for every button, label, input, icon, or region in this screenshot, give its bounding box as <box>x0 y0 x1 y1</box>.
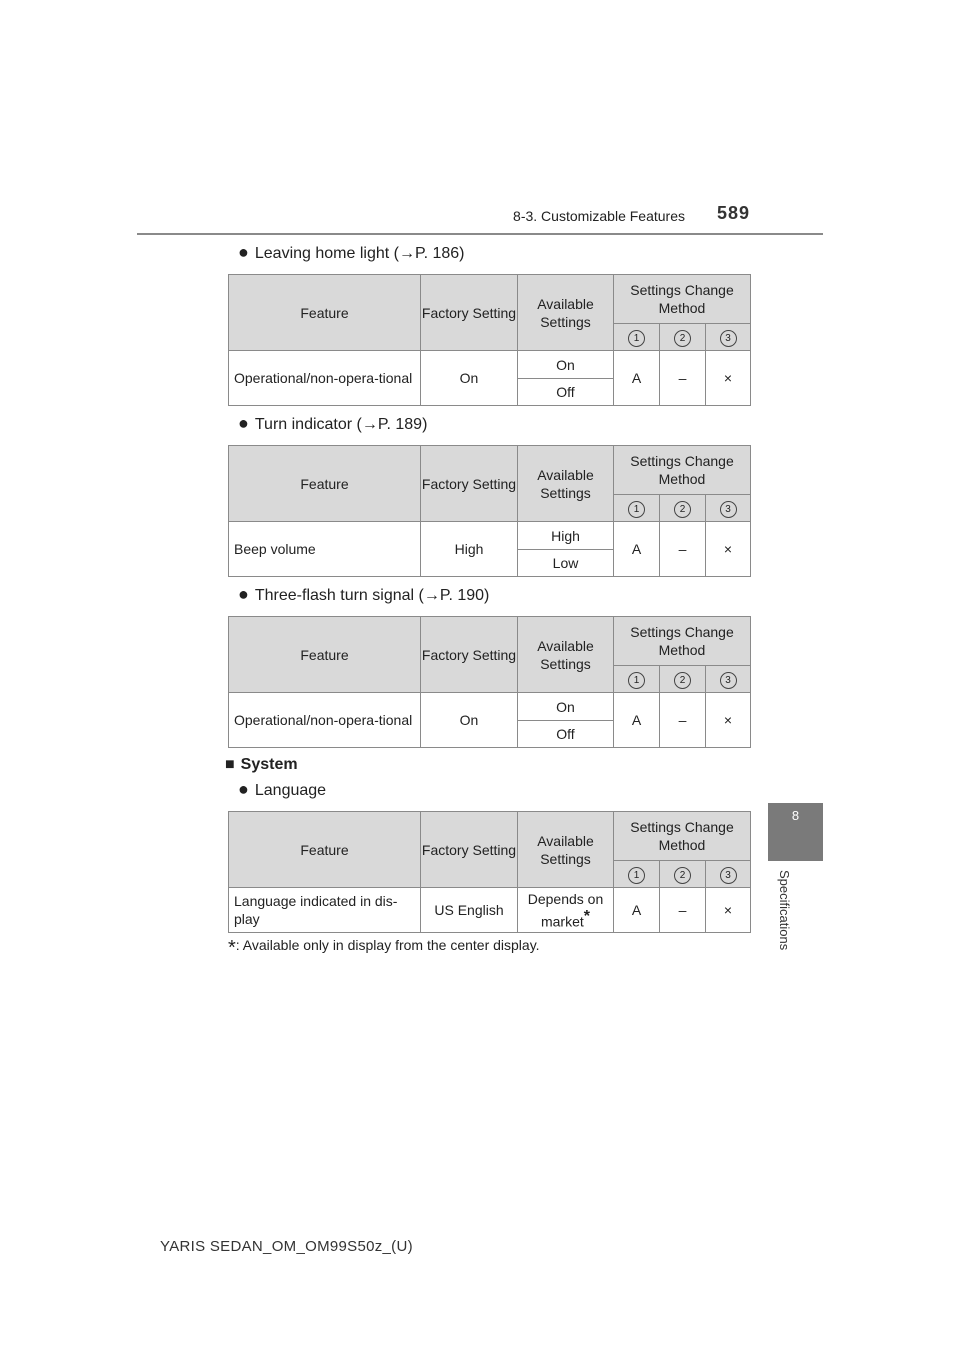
bullet-icon: ● <box>238 413 249 433</box>
method-2-cell: – <box>660 888 706 933</box>
chapter-tab <box>768 803 823 861</box>
method-3-icon: 3 <box>720 672 737 689</box>
method-1-icon: 1 <box>628 330 645 347</box>
three-flash-title: ● Three-flash turn signal (→P. 190) <box>238 584 490 604</box>
chapter-label: Specifications <box>777 870 792 951</box>
method-3-icon: 3 <box>720 501 737 518</box>
feature-cell: Beep volume <box>229 522 421 577</box>
method-3-icon: 3 <box>720 330 737 347</box>
method-1-cell: A <box>614 693 660 748</box>
method-3-cell: × <box>706 351 751 406</box>
col-change-method: Settings Change Method <box>614 275 751 324</box>
feature-cell: Operational/non-opera-tional <box>229 351 421 406</box>
col-change-method: Settings Change Method <box>614 812 751 861</box>
method-1-icon: 1 <box>628 867 645 884</box>
footer-code: YARIS SEDAN_OM_OM99S50z_(U) <box>160 1238 413 1255</box>
language-table <box>228 811 751 933</box>
option-cell: Depends on market* <box>518 888 614 933</box>
factory-cell: High <box>421 522 518 577</box>
method-1-icon: 1 <box>628 672 645 689</box>
chapter-number: 8 <box>791 808 800 823</box>
col-feature: Feature <box>229 812 421 888</box>
method-2-icon: 2 <box>674 330 691 347</box>
method-2-icon: 2 <box>674 672 691 689</box>
option-cell: Off <box>518 721 614 748</box>
col-feature: Feature <box>229 275 421 351</box>
footnote-marker: * <box>583 907 591 925</box>
option-cell: On <box>518 693 614 721</box>
method-2-cell: – <box>660 351 706 406</box>
method-2-icon: 2 <box>674 867 691 884</box>
leaving-home-table <box>228 274 751 406</box>
method-1-cell: A <box>614 351 660 406</box>
method-2-cell: – <box>660 522 706 577</box>
method-1-cell: A <box>614 888 660 933</box>
header-divider <box>137 233 823 235</box>
col-factory-setting: Factory Setting <box>421 275 518 351</box>
footnote: *: Available only in display from the center display. <box>228 937 540 959</box>
turn-indicator-title: ● Turn indicator (→P. 189) <box>238 413 428 433</box>
method-2-icon: 2 <box>674 501 691 518</box>
leaving-home-title: ● Leaving home light (→P. 186) <box>238 242 465 262</box>
section-title: 8-3. Customizable Features <box>513 208 685 224</box>
bullet-icon: ● <box>238 242 249 262</box>
col-change-method: Settings Change Method <box>614 617 751 666</box>
col-factory-setting: Factory Setting <box>421 812 518 888</box>
square-bullet-icon: ■ <box>225 756 235 773</box>
method-1-cell: A <box>614 522 660 577</box>
method-3-cell: × <box>706 522 751 577</box>
method-3-icon: 3 <box>720 867 737 884</box>
method-1-icon: 1 <box>628 501 645 518</box>
col-feature: Feature <box>229 446 421 522</box>
factory-cell: On <box>421 351 518 406</box>
three-flash-table <box>228 616 751 748</box>
method-3-cell: × <box>706 888 751 933</box>
bullet-icon: ● <box>238 584 249 604</box>
col-available-settings: Available Settings <box>518 617 614 693</box>
option-cell: High <box>518 522 614 550</box>
col-change-method: Settings Change Method <box>614 446 751 495</box>
feature-cell: Operational/non-opera-tional <box>229 693 421 748</box>
footnote-asterisk: * <box>228 937 236 959</box>
bullet-icon: ● <box>238 779 249 799</box>
option-cell: On <box>518 351 614 379</box>
option-cell: Low <box>518 550 614 577</box>
col-available-settings: Available Settings <box>518 812 614 888</box>
turn-indicator-table <box>228 445 751 577</box>
method-3-cell: × <box>706 693 751 748</box>
page-number: 589 <box>717 203 751 223</box>
factory-cell: On <box>421 693 518 748</box>
language-title: ● Language <box>238 779 327 799</box>
option-cell: Off <box>518 379 614 406</box>
factory-cell: US English <box>421 888 518 933</box>
system-heading: ■ System <box>225 756 298 773</box>
feature-cell: Language indicated in dis-play <box>229 888 421 933</box>
method-2-cell: – <box>660 693 706 748</box>
col-available-settings: Available Settings <box>518 275 614 351</box>
col-available-settings: Available Settings <box>518 446 614 522</box>
col-factory-setting: Factory Setting <box>421 446 518 522</box>
col-factory-setting: Factory Setting <box>421 617 518 693</box>
col-feature: Feature <box>229 617 421 693</box>
